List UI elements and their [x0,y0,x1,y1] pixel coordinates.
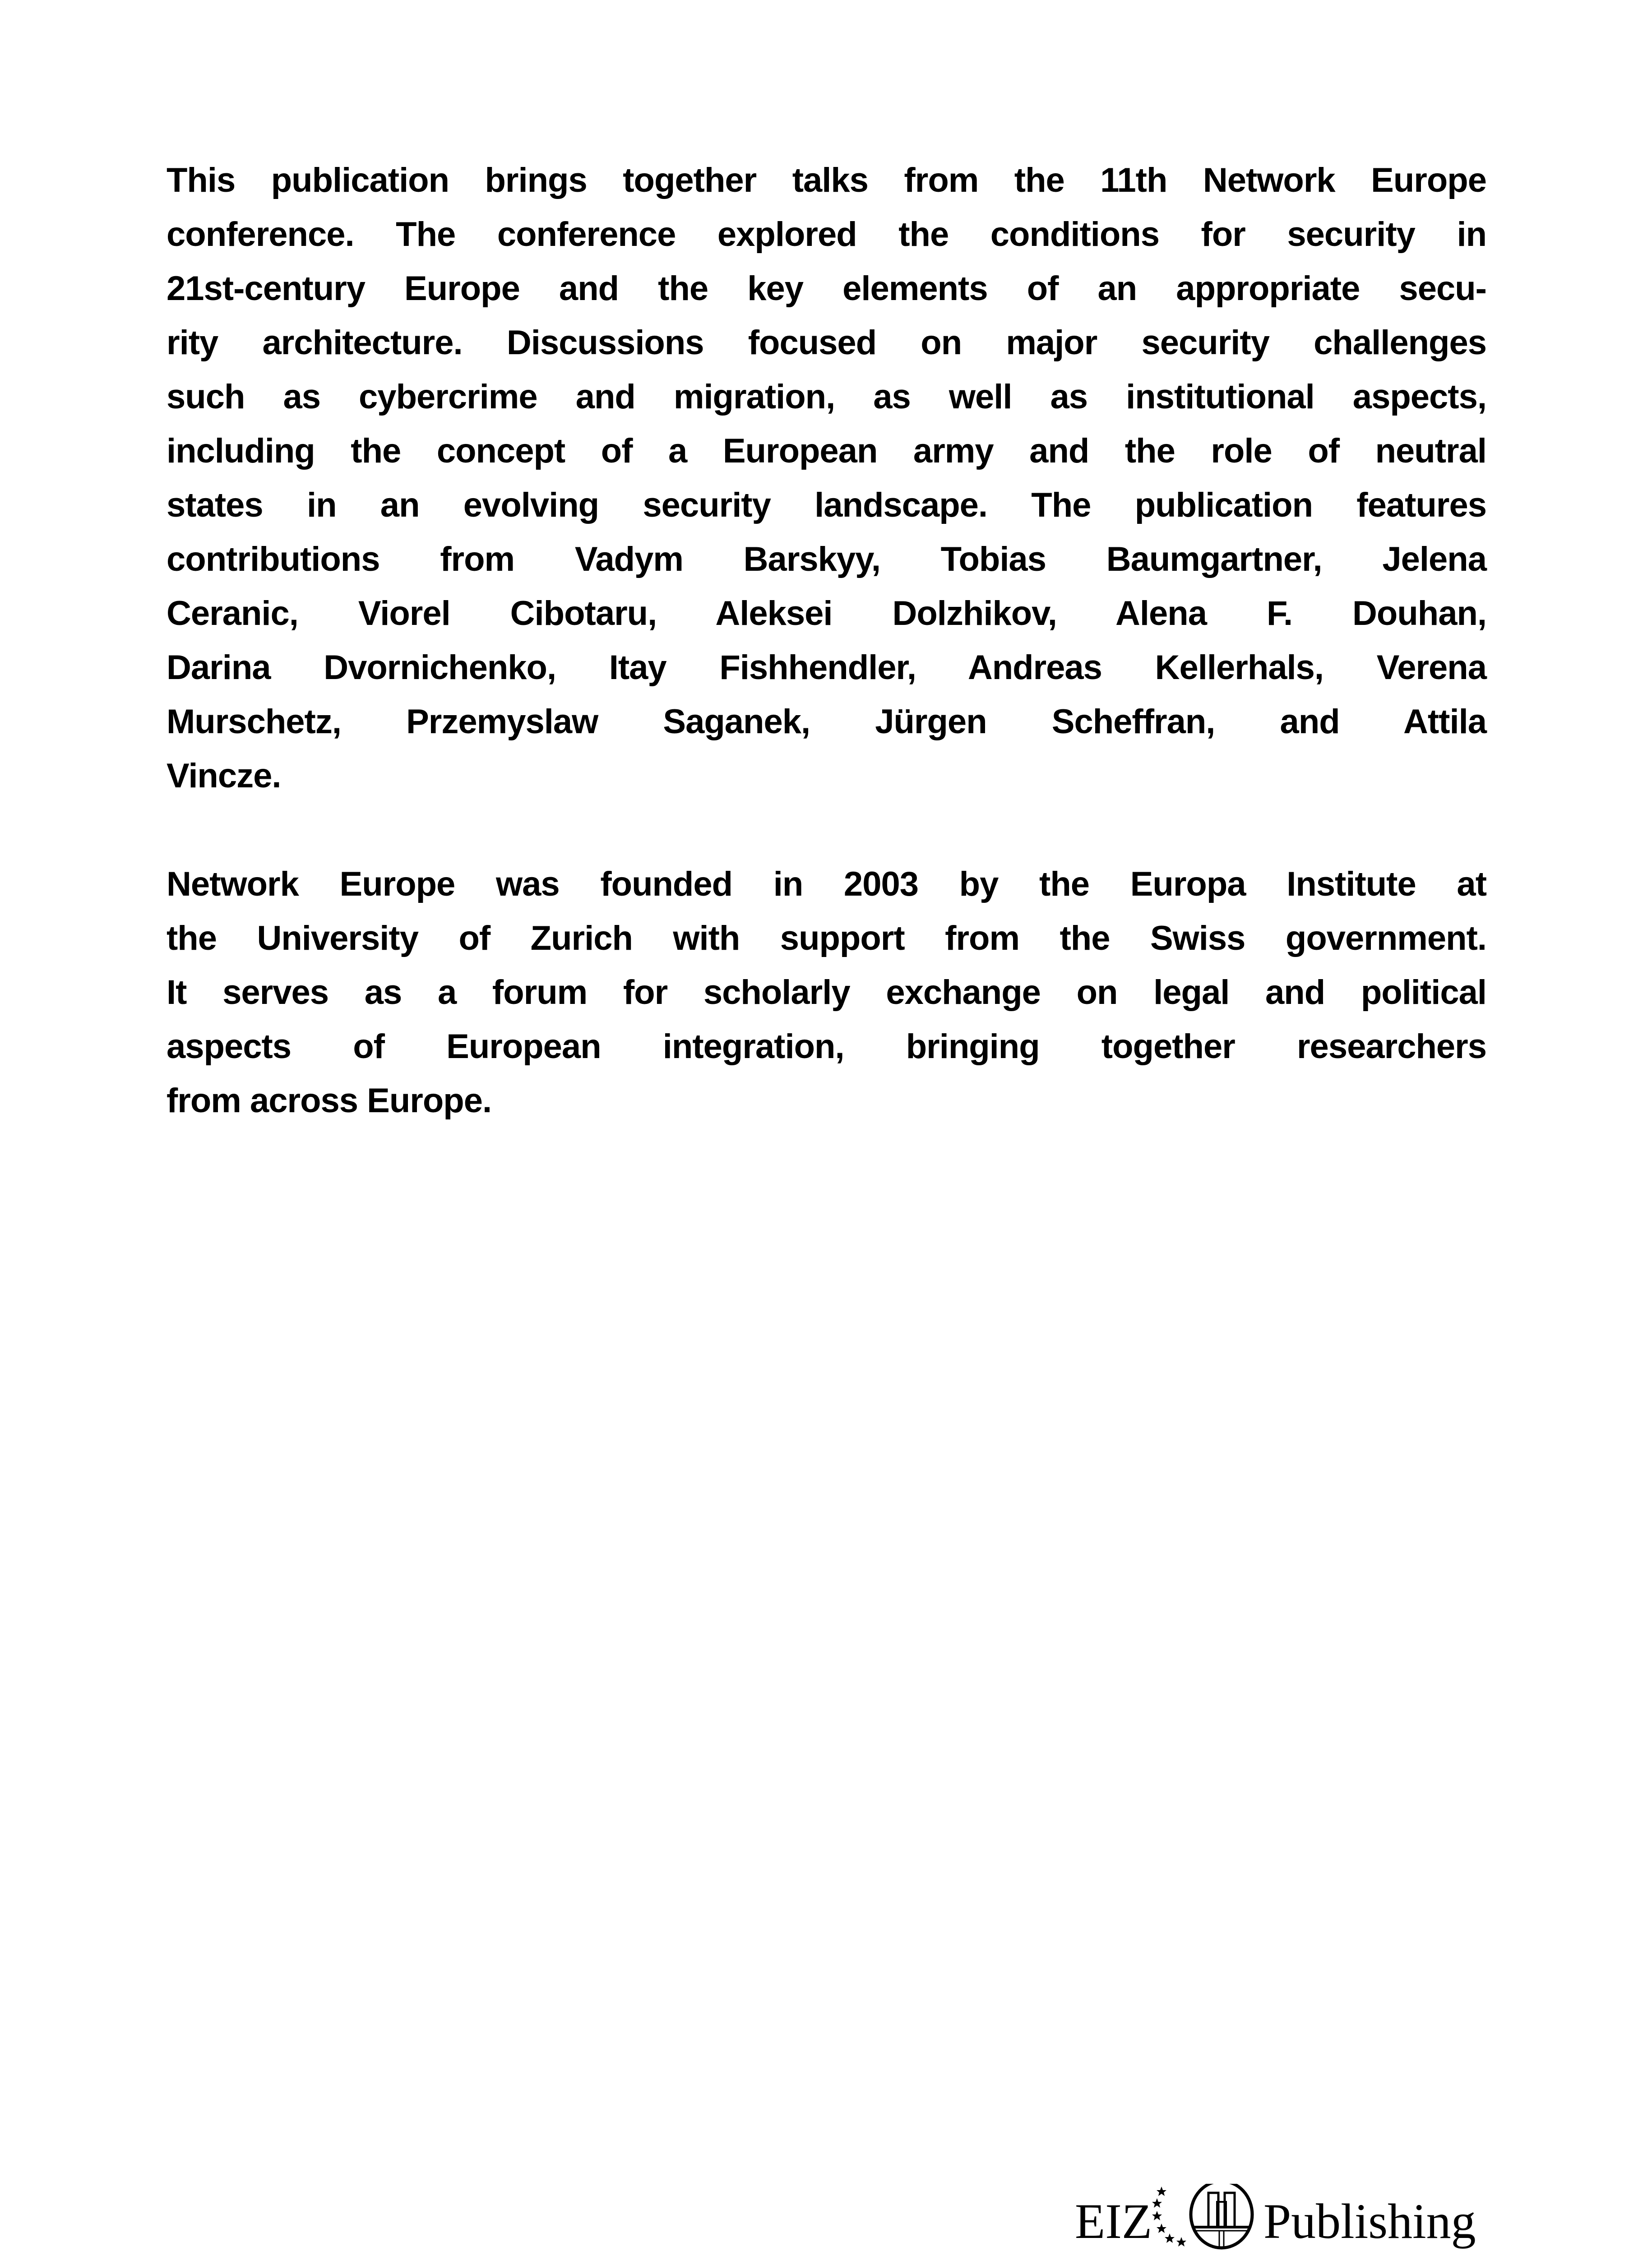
text-line: such as cybercrime and migration, as well as institutional aspects, [167,378,1486,416]
text-line: Ceranic, Viorel Cibotaru, Aleksei Dolzhikov, Alena F. Douhan, [167,594,1486,633]
text-line: contributions from Vadym Barskyy, Tobias Baumgartner, Jelena [167,540,1486,578]
text-line: aspects of European integration, bringing together researchers [167,1027,1486,1066]
text-line: states in an evolving security landscape. The publication features [167,486,1486,524]
logo-publishing-text: Publishing [1263,2194,1476,2249]
european-stars-icon [1152,2187,1186,2247]
text-line: Network Europe was founded in 2003 by the Europa Institute at [167,865,1486,903]
back-cover-text [167,153,1486,1128]
text-line: including the concept of a European army and the role of neutral [167,432,1486,470]
text-line: conference. The conference explored the conditions for security in [167,215,1486,254]
text-line: Darina Dvornichenko, Itay Fishhendler, Andreas Kellerhals, Verena [167,648,1486,687]
logo-eiz-text: EIZ [1075,2194,1152,2249]
eiz-publishing-logo [1075,2184,1490,2251]
text-line: Murschetz, Przemyslaw Saganek, Jürgen Scheffran, and Attila [167,703,1486,741]
text-line: from across Europe. [167,1082,492,1120]
text-line: 21st-century Europe and the key elements of an appropriate secu- [167,269,1486,308]
paragraph-network-europe [167,857,1486,1128]
paragraph-publication-summary [167,153,1486,803]
text-line: rity architecture. Discussions focused on major security challenges [167,324,1486,362]
text-line: This publication brings together talks from the 11th Network Europe [167,161,1486,199]
text-line: Vincze. [167,757,281,795]
text-line: It serves as a forum for scholarly exchange on legal and political [167,973,1486,1012]
text-line: the University of Zurich with support from the Swiss government. [167,919,1486,957]
zurich-minster-emblem-icon [1152,2184,1260,2251]
